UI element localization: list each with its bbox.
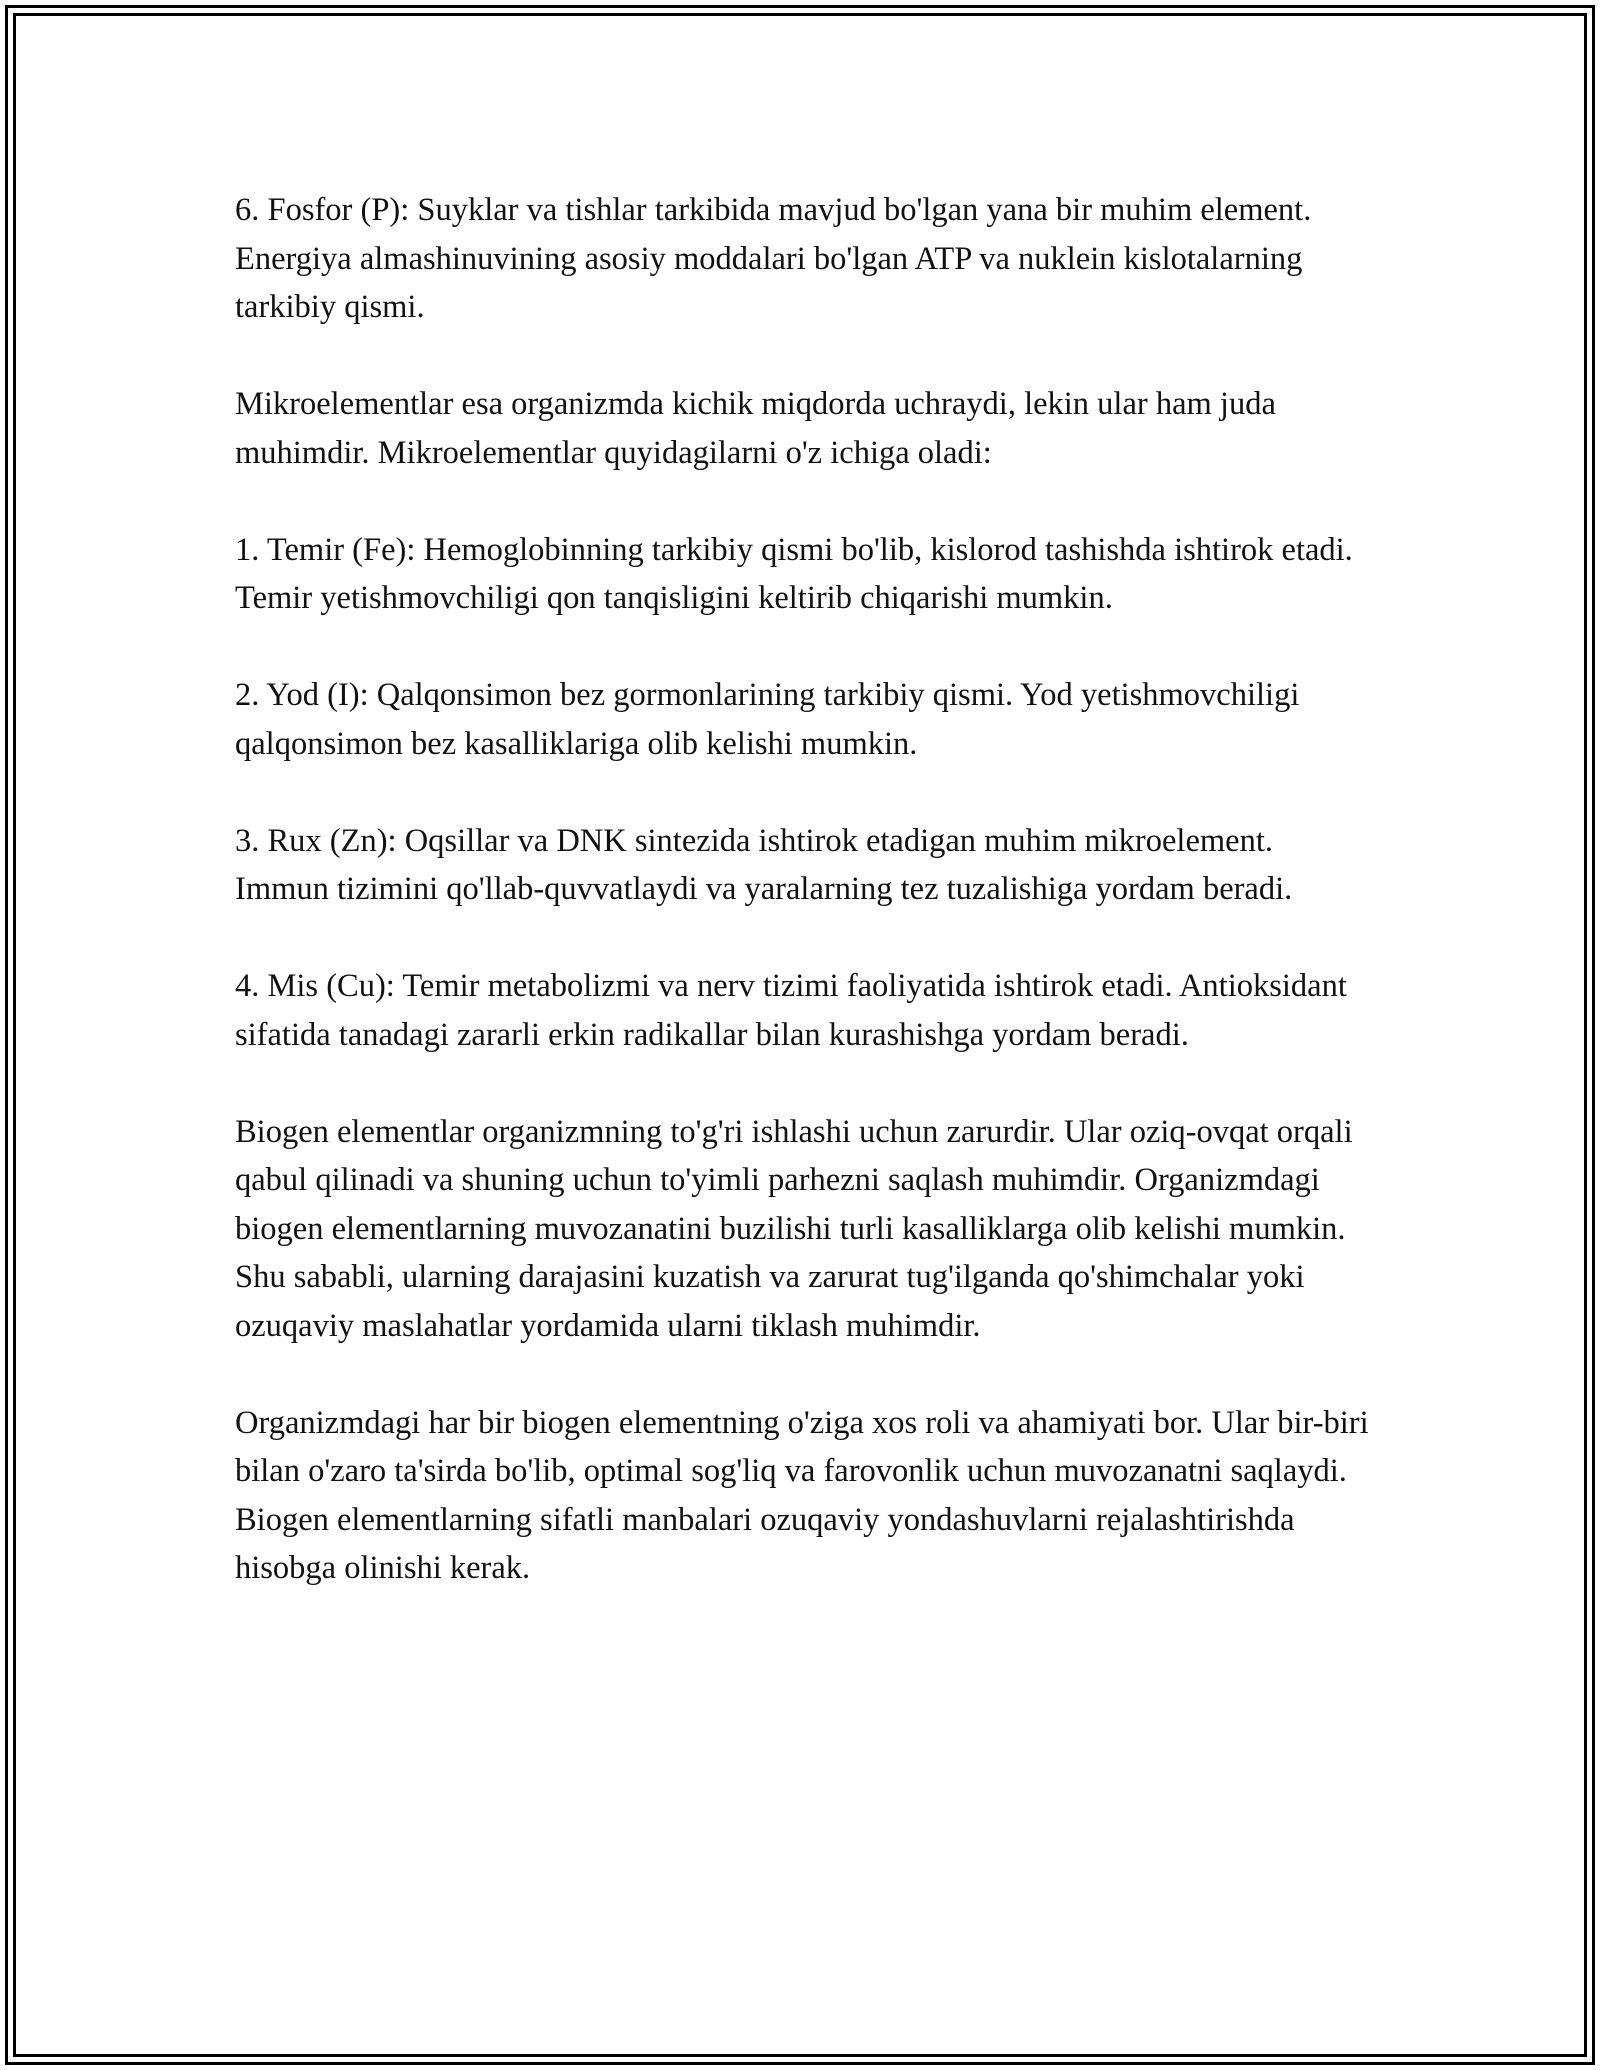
paragraph-fosfor: 6. Fosfor (P): Suyklar va tishlar tarkibida mavjud bo'lgan yana bir muhim element. Energiya almashinuvining asosiy moddalari bo'lgan ATP va nuklein kislotalarning tarkibiy qismi. — [235, 192, 1312, 325]
document-body — [235, 186, 1370, 1593]
paragraph-conclusion: Organizmdagi har bir biogen elementning o'ziga xos roli va ahamiyati bor. Ular bir-biri bilan o'zaro ta'sirda bo'lib, optimal sog'liq va farovonlik uchun muvozanatni saqlaydi. Biogen elementlarning sifatli manbalari ozuqaviy yondashuvlarni rejalashtirishda hisobga olinishi kerak. — [235, 1404, 1369, 1586]
paragraph-biogen-elementlar: Biogen elementlar organizmning to'g'ri ishlashi uchun zarurdir. Ular oziq-ovqat orqali qabul qilinadi va shuning uchun to'yimli parhezni saqlash muhimdir. Organizmdagi biogen elementlarning muvozanatini buzilishi turli kasalliklarga olib kelishi mumkin. Shu sababli, ularning darajasini kuzatish va zarurat tug'ilganda qo'shimchalar yoki ozuqaviy maslahatlar yordamida ularni tiklash muhimdir. — [235, 1113, 1353, 1344]
paragraph-mis: 4. Mis (Cu): Temir metabolizmi va nerv tizimi faoliyatida ishtirok etadi. Antioksidant sifatida tanadagi zararli erkin radikallar bilan kurashishga yordam beradi. — [235, 968, 1347, 1053]
paragraph-mikroelementlar-intro: Mikroelementlar esa organizmda kichik miqdorda uchraydi, lekin ular ham juda muhimdir. Mikroelementlar quyidagilarni o'z ichiga oladi: — [235, 386, 1276, 471]
paragraph-rux: 3. Rux (Zn): Oqsillar va DNK sintezida ishtirok etadigan muhim mikroelement. Immun tizimini qo'llab-quvvatlaydi va yaralarning tez tuzalishiga yordam beradi. — [235, 822, 1293, 907]
paragraph-yod: 2. Yod (I): Qalqonsimon bez gormonlarining tarkibiy qismi. Yod yetishmovchiligi qalqonsimon bez kasalliklariga olib kelishi mumkin. — [235, 677, 1300, 762]
paragraph-temir: 1. Temir (Fe): Hemoglobinning tarkibiy qismi bo'lib, kislorod tashishda ishtirok etadi. Temir yetishmovchiligi qon tanqisligini keltirib chiqarishi mumkin. — [235, 531, 1353, 616]
